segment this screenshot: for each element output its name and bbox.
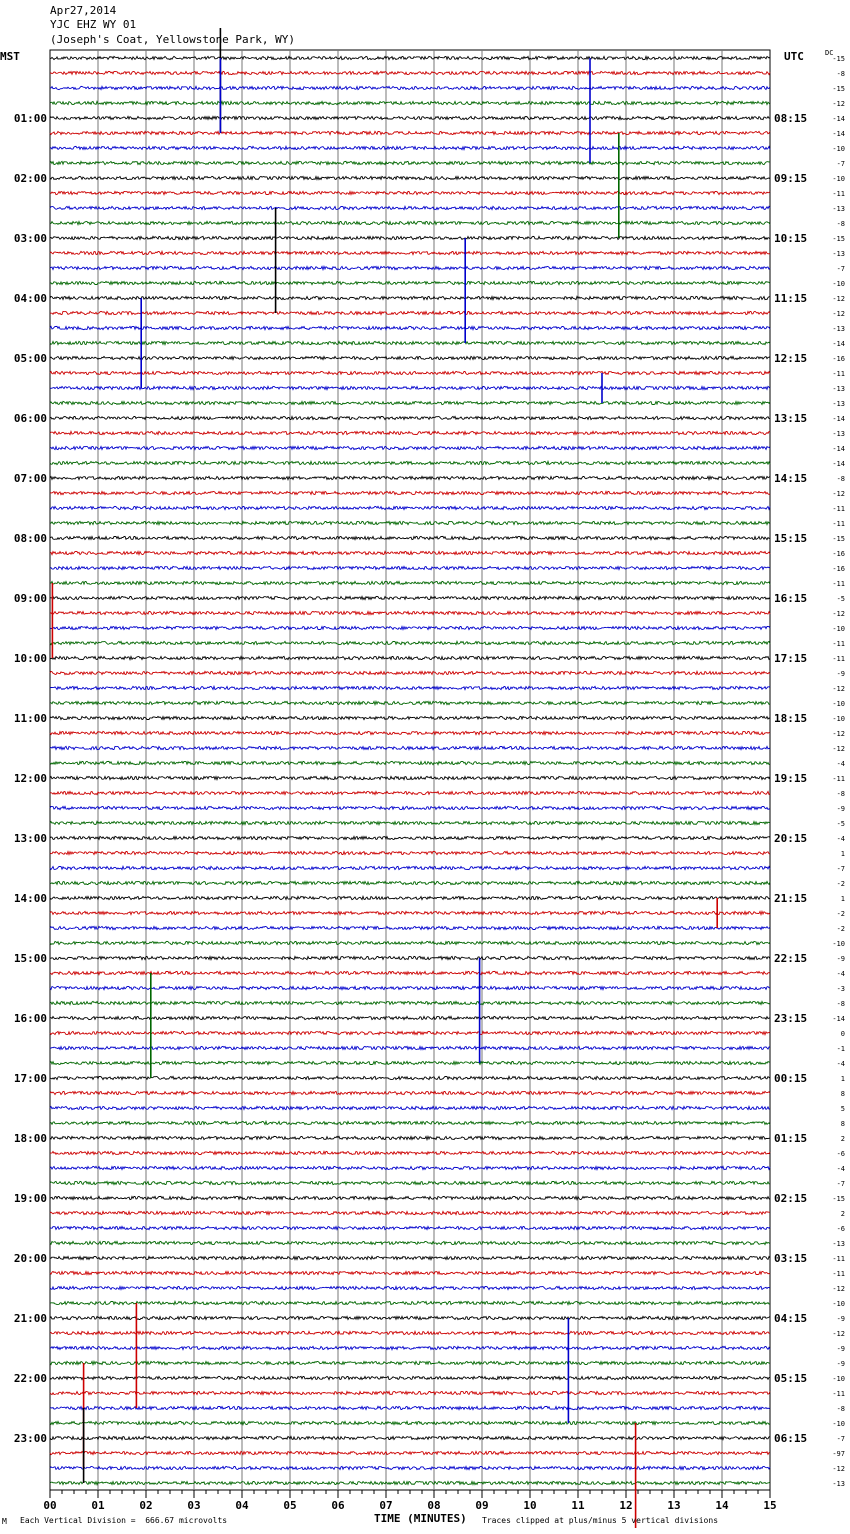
trace-line — [50, 731, 770, 734]
dc-offset-label: 8 — [840, 1120, 845, 1128]
trace-line — [50, 281, 770, 284]
trace-line — [50, 1421, 770, 1424]
dc-offset-label: -14 — [832, 340, 845, 348]
left-timezone-label: MST — [0, 50, 20, 63]
trace-line — [50, 416, 770, 419]
trace-line — [50, 356, 770, 359]
dc-offset-label: -11 — [832, 1390, 845, 1398]
dc-offset-label: -13 — [832, 430, 845, 438]
x-tick-label: 01 — [91, 1499, 105, 1512]
trace-line — [50, 461, 770, 464]
dc-offset-label: -11 — [832, 640, 845, 648]
x-tick-label: 03 — [187, 1499, 201, 1512]
dc-offset-label: -12 — [832, 730, 845, 738]
trace-line — [50, 251, 770, 254]
dc-offset-label: -11 — [832, 655, 845, 663]
x-tick-label: 13 — [667, 1499, 681, 1512]
dc-offset-label: -15 — [832, 55, 845, 63]
x-tick-label: 00 — [43, 1499, 57, 1512]
trace-line — [50, 746, 770, 749]
dc-offset-label: 5 — [840, 1105, 845, 1113]
trace-line — [50, 656, 770, 659]
trace-line — [50, 986, 770, 989]
left-hour-label: 20:00 — [13, 1252, 47, 1265]
dc-offset-label: -3 — [836, 985, 845, 993]
right-hour-label: 08:15 — [774, 112, 808, 125]
right-hour-label: 14:15 — [774, 472, 808, 485]
dc-offset-label: -10 — [832, 1375, 845, 1383]
dc-offset-label: -97 — [832, 1450, 845, 1458]
trace-line — [50, 161, 770, 164]
dc-offset-label: -5 — [836, 820, 845, 828]
left-hour-label: 21:00 — [13, 1312, 47, 1325]
dc-offset-label: -14 — [832, 115, 845, 123]
dc-offset-label: -11 — [832, 1270, 845, 1278]
trace-line — [50, 71, 770, 74]
trace-line — [50, 326, 770, 329]
trace-line — [50, 1031, 770, 1034]
dc-offset-label: -6 — [836, 1150, 845, 1158]
station-code: YJC EHZ WY 01 — [50, 18, 137, 31]
trace-line — [50, 191, 770, 194]
dc-offset-label: -5 — [836, 595, 845, 603]
trace-line — [50, 476, 770, 479]
trace-line — [50, 641, 770, 644]
trace-line — [50, 896, 770, 899]
dc-offset-label: -7 — [836, 265, 845, 273]
trace-line — [50, 1181, 770, 1184]
dc-offset-label: -12 — [832, 1330, 845, 1338]
dc-offset-label: -16 — [832, 565, 845, 573]
trace-line — [50, 1391, 770, 1394]
trace-line — [50, 1091, 770, 1094]
right-hour-label: 19:15 — [774, 772, 808, 785]
dc-offset-label: -13 — [832, 325, 845, 333]
dc-offset-label: -11 — [832, 1255, 845, 1263]
dc-offset-label: 1 — [840, 895, 845, 903]
x-tick-label: 08 — [427, 1499, 441, 1512]
scale-note: Each Vertical Division = 666.67 microvolts — [20, 1516, 228, 1525]
dc-offset-label: -10 — [832, 700, 845, 708]
dc-offset-label: -7 — [836, 1180, 845, 1188]
trace-line — [50, 581, 770, 584]
trace-line — [50, 1001, 770, 1004]
left-hour-label: 17:00 — [13, 1072, 47, 1085]
trace-line — [50, 1241, 770, 1244]
dc-label: DC — [825, 49, 834, 57]
trace-line — [50, 296, 770, 299]
right-hour-label: 13:15 — [774, 412, 808, 425]
x-tick-label: 11 — [571, 1499, 585, 1512]
dc-offset-label: -12 — [832, 100, 845, 108]
dc-offset-label: -8 — [836, 790, 845, 798]
dc-offset-label: -9 — [836, 805, 845, 813]
trace-line — [50, 671, 770, 674]
x-tick-label: 10 — [523, 1499, 537, 1512]
dc-offset-label: -8 — [836, 475, 845, 483]
dc-offset-label: -16 — [832, 355, 845, 363]
dc-offset-label: -4 — [836, 835, 845, 843]
trace-line — [50, 1271, 770, 1274]
left-hour-label: 23:00 — [13, 1432, 47, 1445]
trace-line — [50, 1136, 770, 1139]
left-hour-label: 13:00 — [13, 832, 47, 845]
trace-line — [50, 86, 770, 89]
dc-offset-label: -11 — [832, 520, 845, 528]
corner-mark: M — [2, 1517, 7, 1526]
dc-offset-label: -11 — [832, 580, 845, 588]
dc-offset-label: -12 — [832, 490, 845, 498]
left-hour-label: 11:00 — [13, 712, 47, 725]
right-hour-label: 00:15 — [774, 1072, 808, 1085]
trace-line — [50, 971, 770, 974]
dc-offset-label: -4 — [836, 1060, 845, 1068]
trace-line — [50, 1016, 770, 1019]
dc-offset-label: -8 — [836, 1000, 845, 1008]
trace-line — [50, 1451, 770, 1454]
x-tick-label: 04 — [235, 1499, 249, 1512]
dc-offset-label: -2 — [836, 925, 845, 933]
trace-line — [50, 701, 770, 704]
trace-line — [50, 911, 770, 914]
dc-offset-label: -14 — [832, 445, 845, 453]
trace-line — [50, 836, 770, 839]
left-hour-label: 05:00 — [13, 352, 47, 365]
trace-line — [50, 956, 770, 959]
dc-offset-label: 1 — [840, 850, 845, 858]
dc-offset-label: -8 — [836, 220, 845, 228]
dc-offset-label: -7 — [836, 160, 845, 168]
trace-line — [50, 1376, 770, 1379]
dc-offset-label: -15 — [832, 85, 845, 93]
trace-line — [50, 206, 770, 209]
trace-line — [50, 776, 770, 779]
dc-offset-label: -10 — [832, 145, 845, 153]
dc-offset-label: -14 — [832, 460, 845, 468]
dc-offset-label: -11 — [832, 190, 845, 198]
trace-line — [50, 1316, 770, 1319]
dc-offset-label: -7 — [836, 1435, 845, 1443]
trace-line — [50, 446, 770, 449]
trace-line — [50, 521, 770, 524]
trace-line — [50, 491, 770, 494]
trace-line — [50, 1196, 770, 1199]
trace-line — [50, 266, 770, 269]
dc-offset-label: -14 — [832, 1015, 845, 1023]
dc-offset-label: -9 — [836, 670, 845, 678]
trace-line — [50, 1076, 770, 1079]
trace-line — [50, 221, 770, 224]
dc-offset-label: -13 — [832, 1240, 845, 1248]
right-hour-label: 22:15 — [774, 952, 808, 965]
right-hour-label: 23:15 — [774, 1012, 808, 1025]
dc-offset-label: -9 — [836, 955, 845, 963]
trace-line — [50, 1361, 770, 1364]
trace-line — [50, 1436, 770, 1439]
trace-line — [50, 431, 770, 434]
dc-offset-label: -12 — [832, 310, 845, 318]
left-hour-label: 07:00 — [13, 472, 47, 485]
trace-line — [50, 1331, 770, 1334]
dc-offset-label: -8 — [836, 70, 845, 78]
trace-line — [50, 1286, 770, 1289]
trace-line — [50, 866, 770, 869]
dc-offset-label: -13 — [832, 385, 845, 393]
trace-line — [50, 401, 770, 404]
dc-offset-label: -13 — [832, 1480, 845, 1488]
right-hour-label: 05:15 — [774, 1372, 808, 1385]
dc-offset-label: -8 — [836, 1405, 845, 1413]
left-hour-label: 15:00 — [13, 952, 47, 965]
trace-line — [50, 1466, 770, 1469]
trace-line — [50, 56, 770, 59]
dc-offset-label: -16 — [832, 550, 845, 558]
dc-offset-label: 1 — [840, 1075, 845, 1083]
clip-note: Traces clipped at plus/minus 5 vertical divisions — [482, 1516, 719, 1525]
left-hour-label: 14:00 — [13, 892, 47, 905]
right-hour-label: 02:15 — [774, 1192, 808, 1205]
trace-line — [50, 386, 770, 389]
x-tick-label: 15 — [763, 1499, 777, 1512]
dc-offset-label: 2 — [840, 1210, 845, 1218]
dc-offset-label: -10 — [832, 715, 845, 723]
trace-line — [50, 1226, 770, 1229]
right-hour-label: 17:15 — [774, 652, 808, 665]
dc-offset-label: 8 — [840, 1090, 845, 1098]
right-hour-label: 03:15 — [774, 1252, 808, 1265]
trace-line — [50, 761, 770, 764]
dc-offset-label: -12 — [832, 610, 845, 618]
left-hour-label: 08:00 — [13, 532, 47, 545]
trace-line — [50, 1481, 770, 1484]
trace-line — [50, 551, 770, 554]
trace-line — [50, 341, 770, 344]
dc-offset-label: -15 — [832, 235, 845, 243]
dc-offset-label: -4 — [836, 970, 845, 978]
trace-line — [50, 116, 770, 119]
trace-line — [50, 881, 770, 884]
right-hour-label: 09:15 — [774, 172, 808, 185]
right-hour-label: 01:15 — [774, 1132, 808, 1145]
x-tick-label: 05 — [283, 1499, 297, 1512]
dc-offset-label: -2 — [836, 880, 845, 888]
right-hour-label: 04:15 — [774, 1312, 808, 1325]
trace-line — [50, 1301, 770, 1304]
trace-line — [50, 1211, 770, 1214]
dc-offset-label: -10 — [832, 175, 845, 183]
dc-offset-label: -13 — [832, 400, 845, 408]
right-timezone-label: UTC — [784, 50, 804, 63]
trace-line — [50, 131, 770, 134]
trace-line — [50, 1121, 770, 1124]
trace-line — [50, 1166, 770, 1169]
right-hour-label: 18:15 — [774, 712, 808, 725]
dc-offset-label: -12 — [832, 295, 845, 303]
dc-offset-label: -13 — [832, 250, 845, 258]
right-hour-label: 20:15 — [774, 832, 808, 845]
trace-line — [50, 611, 770, 614]
dc-offset-label: -10 — [832, 280, 845, 288]
trace-line — [50, 176, 770, 179]
dc-offset-label: -15 — [832, 1195, 845, 1203]
dc-offset-label: -12 — [832, 745, 845, 753]
left-hour-label: 18:00 — [13, 1132, 47, 1145]
dc-offset-label: -10 — [832, 940, 845, 948]
left-hour-label: 01:00 — [13, 112, 47, 125]
left-hour-label: 12:00 — [13, 772, 47, 785]
trace-line — [50, 806, 770, 809]
x-axis-title: TIME (MINUTES) — [374, 1512, 467, 1525]
trace-line — [50, 506, 770, 509]
dc-offset-label: -14 — [832, 415, 845, 423]
dc-offset-label: -9 — [836, 1360, 845, 1368]
dc-offset-label: -6 — [836, 1225, 845, 1233]
trace-line — [50, 926, 770, 929]
left-hour-label: 16:00 — [13, 1012, 47, 1025]
right-hour-label: 10:15 — [774, 232, 808, 245]
x-tick-label: 09 — [475, 1499, 489, 1512]
trace-line — [50, 101, 770, 104]
dc-offset-label: -4 — [836, 760, 845, 768]
right-hour-label: 11:15 — [774, 292, 808, 305]
trace-line — [50, 1106, 770, 1109]
dc-offset-label: -10 — [832, 625, 845, 633]
right-hour-label: 15:15 — [774, 532, 808, 545]
dc-offset-label: -9 — [836, 1315, 845, 1323]
trace-line — [50, 1046, 770, 1049]
left-hour-label: 09:00 — [13, 592, 47, 605]
dc-offset-label: -11 — [832, 775, 845, 783]
dc-offset-label: -10 — [832, 1420, 845, 1428]
left-hour-label: 19:00 — [13, 1192, 47, 1205]
station-location: (Joseph's Coat, Yellowstone Park, WY) — [50, 33, 296, 46]
dc-offset-label: 0 — [840, 1030, 845, 1038]
right-hour-label: 06:15 — [774, 1432, 808, 1445]
dc-offset-label: -9 — [836, 1345, 845, 1353]
dc-offset-label: -7 — [836, 865, 845, 873]
trace-line — [50, 311, 770, 314]
trace-line — [50, 371, 770, 374]
left-hour-label: 10:00 — [13, 652, 47, 665]
left-hour-label: 03:00 — [13, 232, 47, 245]
dc-offset-label: -1 — [836, 1045, 845, 1053]
trace-line — [50, 716, 770, 719]
x-tick-label: 12 — [619, 1499, 633, 1512]
chart-date: Apr27,2014 — [50, 4, 117, 17]
trace-line — [50, 146, 770, 149]
dc-offset-label: -13 — [832, 205, 845, 213]
left-hour-label: 22:00 — [13, 1372, 47, 1385]
trace-line — [50, 596, 770, 599]
dc-offset-label: -12 — [832, 1285, 845, 1293]
left-hour-label: 06:00 — [13, 412, 47, 425]
x-tick-label: 06 — [331, 1499, 345, 1512]
dc-offset-label: -12 — [832, 685, 845, 693]
trace-line — [50, 1061, 770, 1064]
dc-offset-label: -11 — [832, 505, 845, 513]
left-hour-label: 04:00 — [13, 292, 47, 305]
trace-line — [50, 1406, 770, 1409]
trace-line — [50, 941, 770, 944]
trace-line — [50, 236, 770, 239]
dc-offset-label: -2 — [836, 910, 845, 918]
x-tick-label: 02 — [139, 1499, 153, 1512]
trace-line — [50, 1256, 770, 1259]
right-hour-label: 16:15 — [774, 592, 808, 605]
trace-line — [50, 626, 770, 629]
trace-line — [50, 851, 770, 854]
dc-offset-label: -4 — [836, 1165, 845, 1173]
dc-offset-label: 2 — [840, 1135, 845, 1143]
trace-line — [50, 821, 770, 824]
trace-line — [50, 536, 770, 539]
right-hour-label: 21:15 — [774, 892, 808, 905]
right-hour-label: 12:15 — [774, 352, 808, 365]
trace-line — [50, 686, 770, 689]
left-hour-label: 02:00 — [13, 172, 47, 185]
x-tick-label: 14 — [715, 1499, 729, 1512]
dc-offset-label: -12 — [832, 1465, 845, 1473]
trace-line — [50, 1346, 770, 1349]
dc-offset-label: -10 — [832, 1300, 845, 1308]
trace-line — [50, 566, 770, 569]
dc-offset-label: -15 — [832, 535, 845, 543]
trace-line — [50, 1151, 770, 1154]
dc-offset-label: -14 — [832, 130, 845, 138]
x-tick-label: 07 — [379, 1499, 393, 1512]
dc-offset-label: -11 — [832, 370, 845, 378]
trace-line — [50, 791, 770, 794]
